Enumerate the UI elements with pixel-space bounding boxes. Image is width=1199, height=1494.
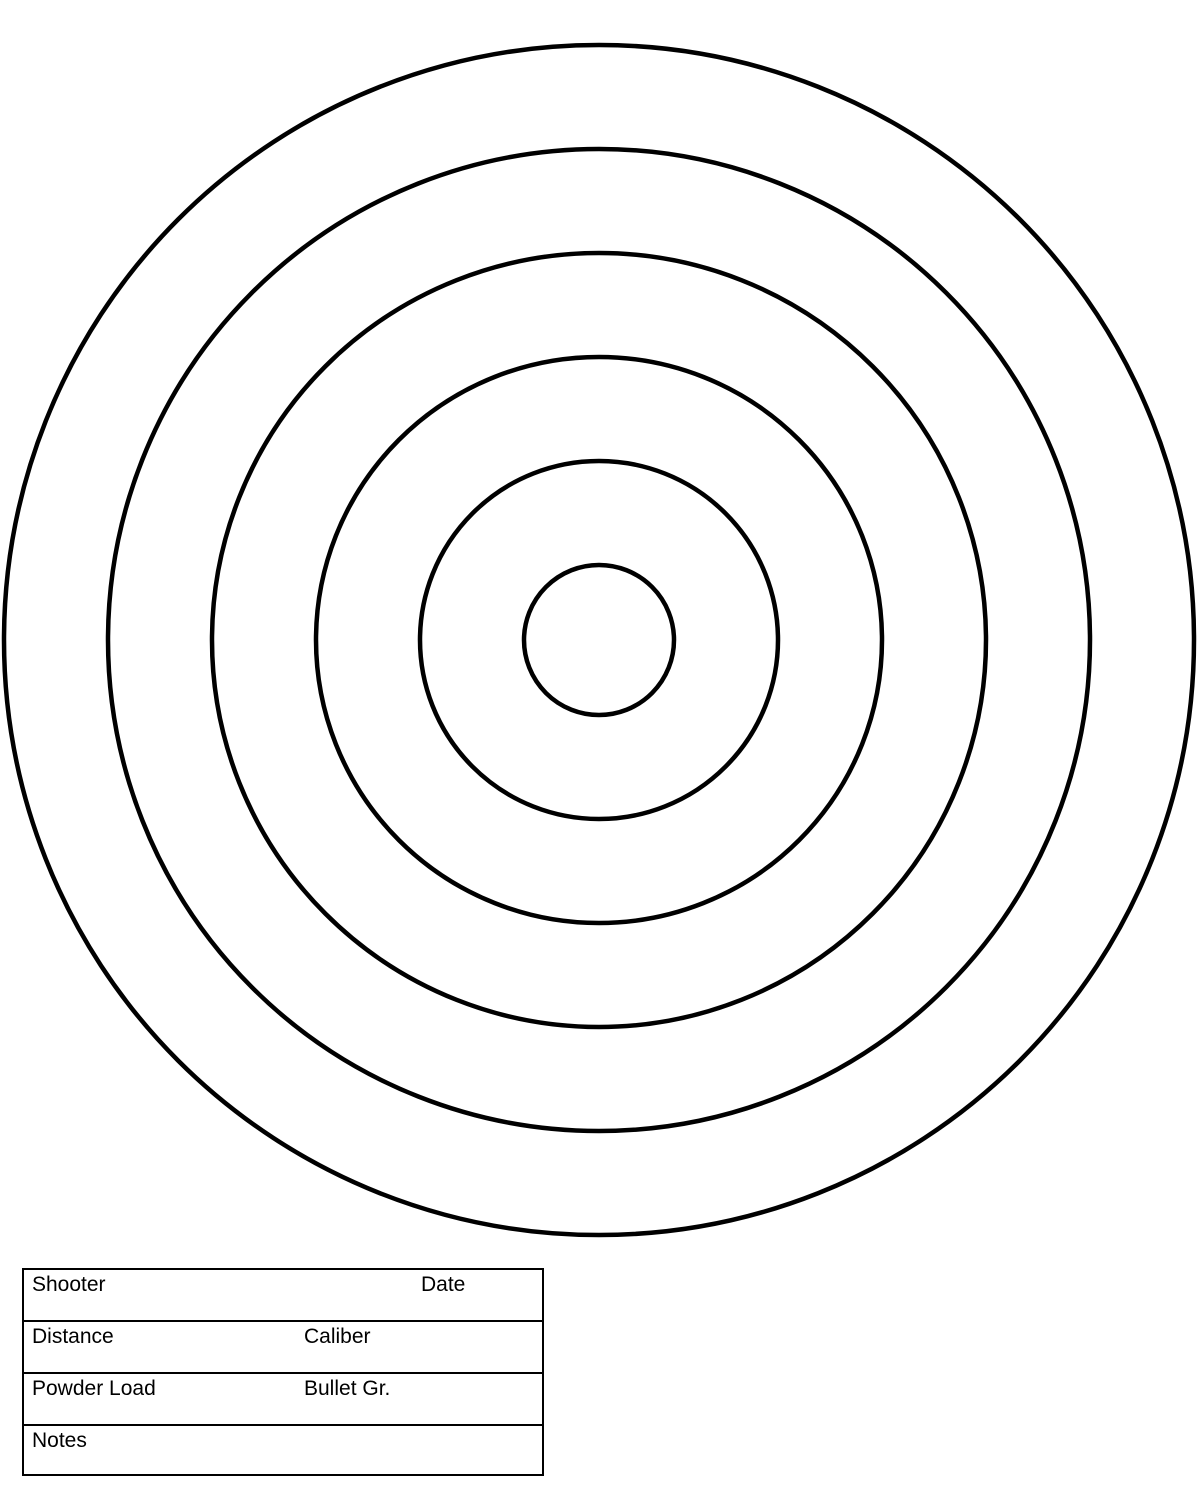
target-ring-5 bbox=[420, 461, 778, 819]
shooter-date-row bbox=[24, 1270, 542, 1322]
bullet-gr-label: Bullet Gr. bbox=[304, 1377, 391, 1400]
target-ring-4 bbox=[316, 357, 882, 923]
target-ring-1 bbox=[4, 45, 1194, 1235]
notes-label: Notes bbox=[32, 1429, 87, 1452]
notes-row bbox=[24, 1426, 542, 1478]
distance-label: Distance bbox=[32, 1325, 114, 1348]
target-ring-3 bbox=[212, 253, 986, 1027]
caliber-label: Caliber bbox=[304, 1325, 371, 1348]
date-label: Date bbox=[421, 1273, 466, 1296]
target-ring-2 bbox=[108, 149, 1090, 1131]
shooter-label: Shooter bbox=[32, 1273, 106, 1296]
powder-load-label: Powder Load bbox=[32, 1377, 156, 1400]
distance-caliber-row bbox=[24, 1322, 542, 1374]
shot-record-table bbox=[22, 1268, 544, 1476]
target-ring-6 bbox=[524, 565, 674, 715]
powder-bullet-row bbox=[24, 1374, 542, 1426]
